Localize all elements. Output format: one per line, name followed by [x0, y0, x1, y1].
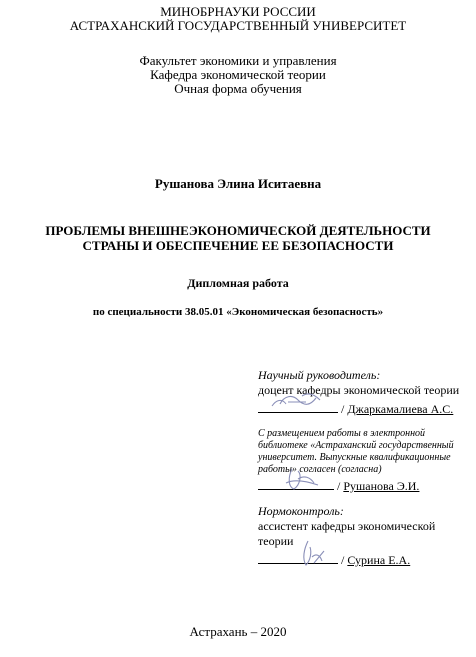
- city-year: Астрахань – 2020: [189, 624, 287, 639]
- thesis-title-line-2: СТРАНЫ И ОБЕСПЕЧЕНИЕ ЕЕ БЕЗОПАСНОСТИ: [82, 238, 394, 253]
- consent-name: Рушанова Э.И.: [343, 479, 420, 493]
- normcontrol-signature-icon: [258, 539, 338, 569]
- consent-line-1: С размещением работы в электронной: [258, 428, 426, 439]
- normcontrol-signature-row: [258, 549, 410, 568]
- university-line: АСТРАХАНСКИЙ ГОСУДАРСТВЕННЫЙ УНИВЕРСИТЕТ: [69, 18, 407, 33]
- supervisor-signature-icon: [258, 388, 338, 412]
- consent-signature-row: [258, 475, 419, 494]
- supervisor-label: Научный руководитель:: [258, 368, 381, 382]
- consent-line-4: работы» согласен (согласна): [258, 464, 382, 475]
- consent-sep: /: [337, 479, 341, 493]
- supervisor-signature-row: [258, 398, 453, 417]
- author-signature-icon: [258, 465, 334, 493]
- author-name: Рушанова Элина Иситаевна: [154, 176, 322, 191]
- specialty-line: по специальности 38.05.01 «Экономическая безопасность»: [92, 306, 384, 318]
- study-form-line: Очная форма обучения: [174, 81, 302, 96]
- work-type: Дипломная работа: [187, 276, 289, 290]
- supervisor-sep: /: [341, 402, 345, 416]
- faculty-line: Факультет экономики и управления: [139, 53, 337, 68]
- supervisor-signature-line: [258, 398, 338, 413]
- consent-line-2: библиотеке «Астраханский государственный: [258, 440, 454, 451]
- normcontrol-name: Сурина Е.А.: [347, 553, 411, 567]
- department-line: Кафедра экономической теории: [150, 67, 326, 82]
- supervisor-name: Джаркамалиева А.С.: [347, 402, 454, 416]
- normcontrol-position-line-1: ассистент кафедры экономической: [258, 519, 436, 533]
- normcontrol-position-line-2: теории: [258, 534, 294, 548]
- consent-signature-line: [258, 475, 334, 490]
- consent-line-3: университет. Выпускные квалификационные: [258, 452, 451, 463]
- normcontrol-sep: /: [341, 553, 345, 567]
- normcontrol-label: Нормоконтроль:: [258, 504, 344, 518]
- supervisor-position: доцент кафедры экономической теории: [258, 383, 460, 397]
- thesis-title-line-1: ПРОБЛЕМЫ ВНЕШНЕЭКОНОМИЧЕСКОЙ ДЕЯТЕЛЬНОСТИ: [45, 223, 431, 238]
- normcontrol-signature-line: [258, 549, 338, 564]
- ministry-line: МИНОБРНАУКИ РОССИИ: [160, 4, 316, 19]
